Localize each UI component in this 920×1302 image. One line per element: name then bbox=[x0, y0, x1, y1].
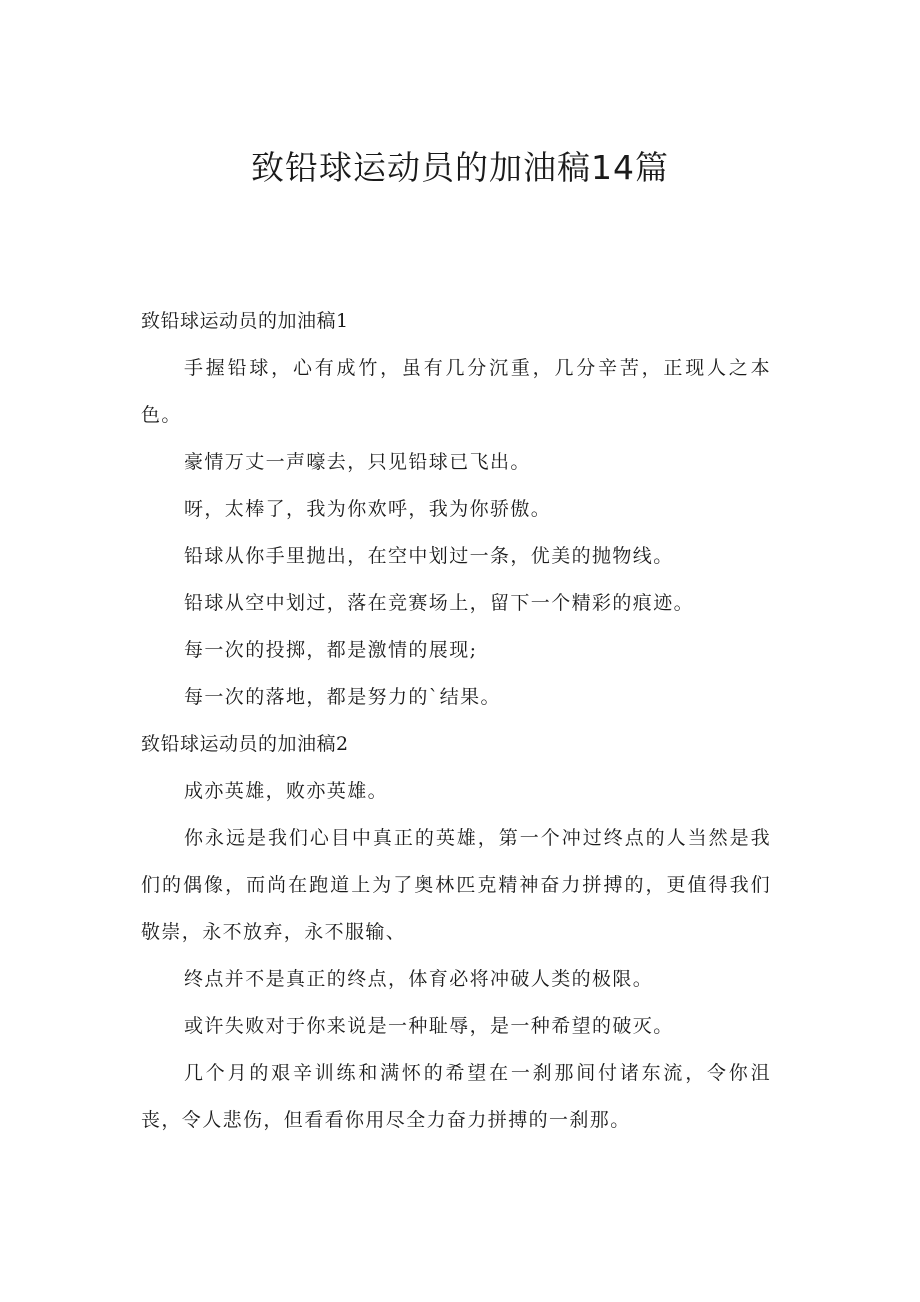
paragraph: 成亦英雄，败亦英雄。 bbox=[184, 780, 389, 802]
paragraph: 你永远是我们心目中真正的英雄，第一个冲过终点的人当然是我们的偶像，而尚在跑道上为了奥林匹克精神奋力拼搏的，更值得我们敬崇，永不放弃，永不服输、 bbox=[141, 827, 771, 943]
paragraph: 几个月的艰辛训练和满怀的希望在一刹那间付诸东流，令你沮丧，令人悲伤，但看看你用尽全力奋力拼搏的一刹那。 bbox=[141, 1062, 771, 1131]
paragraph: 手握铅球，心有成竹，虽有几分沉重，几分辛苦，正现人之本色。 bbox=[141, 357, 771, 426]
section-heading: 致铅球运动员的加油稿2 bbox=[141, 733, 349, 755]
paragraph: 每一次的落地，都是努力的`结果。 bbox=[184, 686, 501, 708]
section-2 bbox=[141, 721, 771, 1144]
paragraph: 或许失败对于你来说是一种耻辱，是一种希望的破灭。 bbox=[184, 1015, 674, 1037]
paragraph: 呀，太棒了，我为你欢呼，我为你骄傲。 bbox=[184, 498, 552, 520]
paragraph: 铅球从你手里抛出，在空中划过一条，优美的抛物线。 bbox=[184, 545, 674, 567]
paragraph: 每一次的投掷，都是激情的展现; bbox=[184, 639, 478, 661]
document-title: 致铅球运动员的加油稿14篇 bbox=[251, 148, 669, 187]
section-1 bbox=[141, 298, 771, 721]
section-heading: 致铅球运动员的加油稿1 bbox=[141, 310, 349, 332]
paragraph: 铅球从空中划过，落在竞赛场上，留下一个精彩的痕迹。 bbox=[184, 592, 695, 614]
paragraph: 终点并不是真正的终点，体育必将冲破人类的极限。 bbox=[184, 968, 654, 990]
document-body bbox=[141, 298, 771, 1144]
paragraph: 豪情万丈一声嚎去，只见铅球已飞出。 bbox=[184, 451, 531, 473]
